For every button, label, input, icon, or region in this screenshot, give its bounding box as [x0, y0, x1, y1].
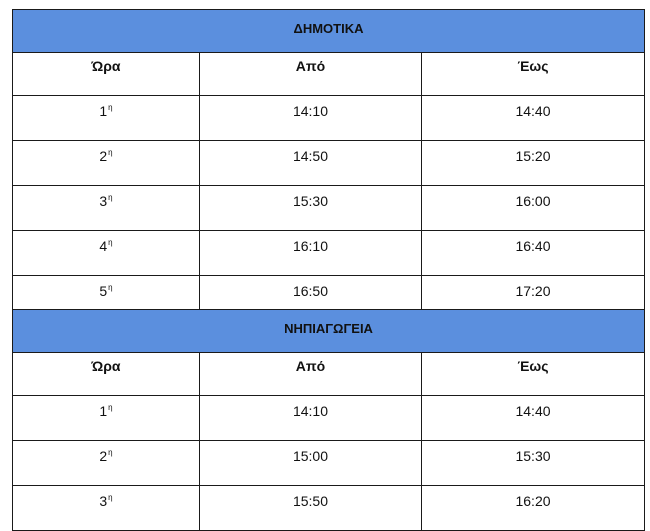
to-cell: 16:40 — [422, 231, 645, 276]
from-cell: 16:10 — [200, 231, 422, 276]
hour-number: 3 — [99, 493, 108, 509]
column-header-to: Έως — [422, 353, 645, 396]
from-cell: 15:50 — [200, 486, 422, 531]
table-row — [13, 486, 645, 531]
table-row — [13, 141, 645, 186]
table-row — [13, 186, 645, 231]
hour-cell — [13, 186, 200, 231]
table-header-row — [13, 53, 645, 96]
to-cell: 15:20 — [422, 141, 645, 186]
ordinal-suffix: η — [108, 193, 113, 203]
ordinal-suffix: η — [108, 238, 113, 248]
to-cell: 16:00 — [422, 186, 645, 231]
column-header-hour: Ώρα — [13, 353, 200, 396]
hour-cell — [13, 396, 200, 441]
table-title-row — [13, 10, 645, 53]
table-row — [13, 96, 645, 141]
hour-number: 1 — [99, 103, 108, 119]
ordinal-suffix: η — [108, 103, 113, 113]
ordinal-suffix: η — [108, 493, 113, 503]
schedule-table-dimotika — [12, 9, 645, 321]
ordinal-suffix: η — [108, 403, 113, 413]
column-header-from: Από — [200, 53, 422, 96]
hour-cell — [13, 441, 200, 486]
schedule-table-nipiagogeia — [12, 309, 645, 531]
from-cell: 16:50 — [200, 276, 422, 321]
hour-number: 3 — [99, 193, 108, 209]
ordinal-suffix: η — [108, 448, 113, 458]
ordinal-suffix: η — [108, 283, 113, 293]
hour-cell — [13, 96, 200, 141]
hour-cell — [13, 486, 200, 531]
hour-cell — [13, 141, 200, 186]
from-cell: 14:50 — [200, 141, 422, 186]
hour-number: 2 — [99, 148, 108, 164]
table-title: ΝΗΠΙΑΓΩΓΕΙΑ — [13, 310, 645, 353]
from-cell: 14:10 — [200, 396, 422, 441]
ordinal-suffix: η — [108, 148, 113, 158]
hour-cell — [13, 231, 200, 276]
hour-number: 2 — [99, 448, 108, 464]
table-title-row — [13, 310, 645, 353]
table-title: ΔΗΜΟΤΙΚΑ — [13, 10, 645, 53]
column-header-from: Από — [200, 353, 422, 396]
to-cell: 14:40 — [422, 396, 645, 441]
hour-number: 1 — [99, 403, 108, 419]
column-header-to: Έως — [422, 53, 645, 96]
from-cell: 15:30 — [200, 186, 422, 231]
to-cell: 14:40 — [422, 96, 645, 141]
table-row — [13, 231, 645, 276]
column-header-hour: Ώρα — [13, 53, 200, 96]
from-cell: 14:10 — [200, 96, 422, 141]
hour-number: 5 — [99, 283, 108, 299]
table-row — [13, 441, 645, 486]
table-row — [13, 396, 645, 441]
hour-number: 4 — [99, 238, 108, 254]
to-cell: 16:20 — [422, 486, 645, 531]
to-cell: 17:20 — [422, 276, 645, 321]
from-cell: 15:00 — [200, 441, 422, 486]
to-cell: 15:30 — [422, 441, 645, 486]
table-header-row — [13, 353, 645, 396]
